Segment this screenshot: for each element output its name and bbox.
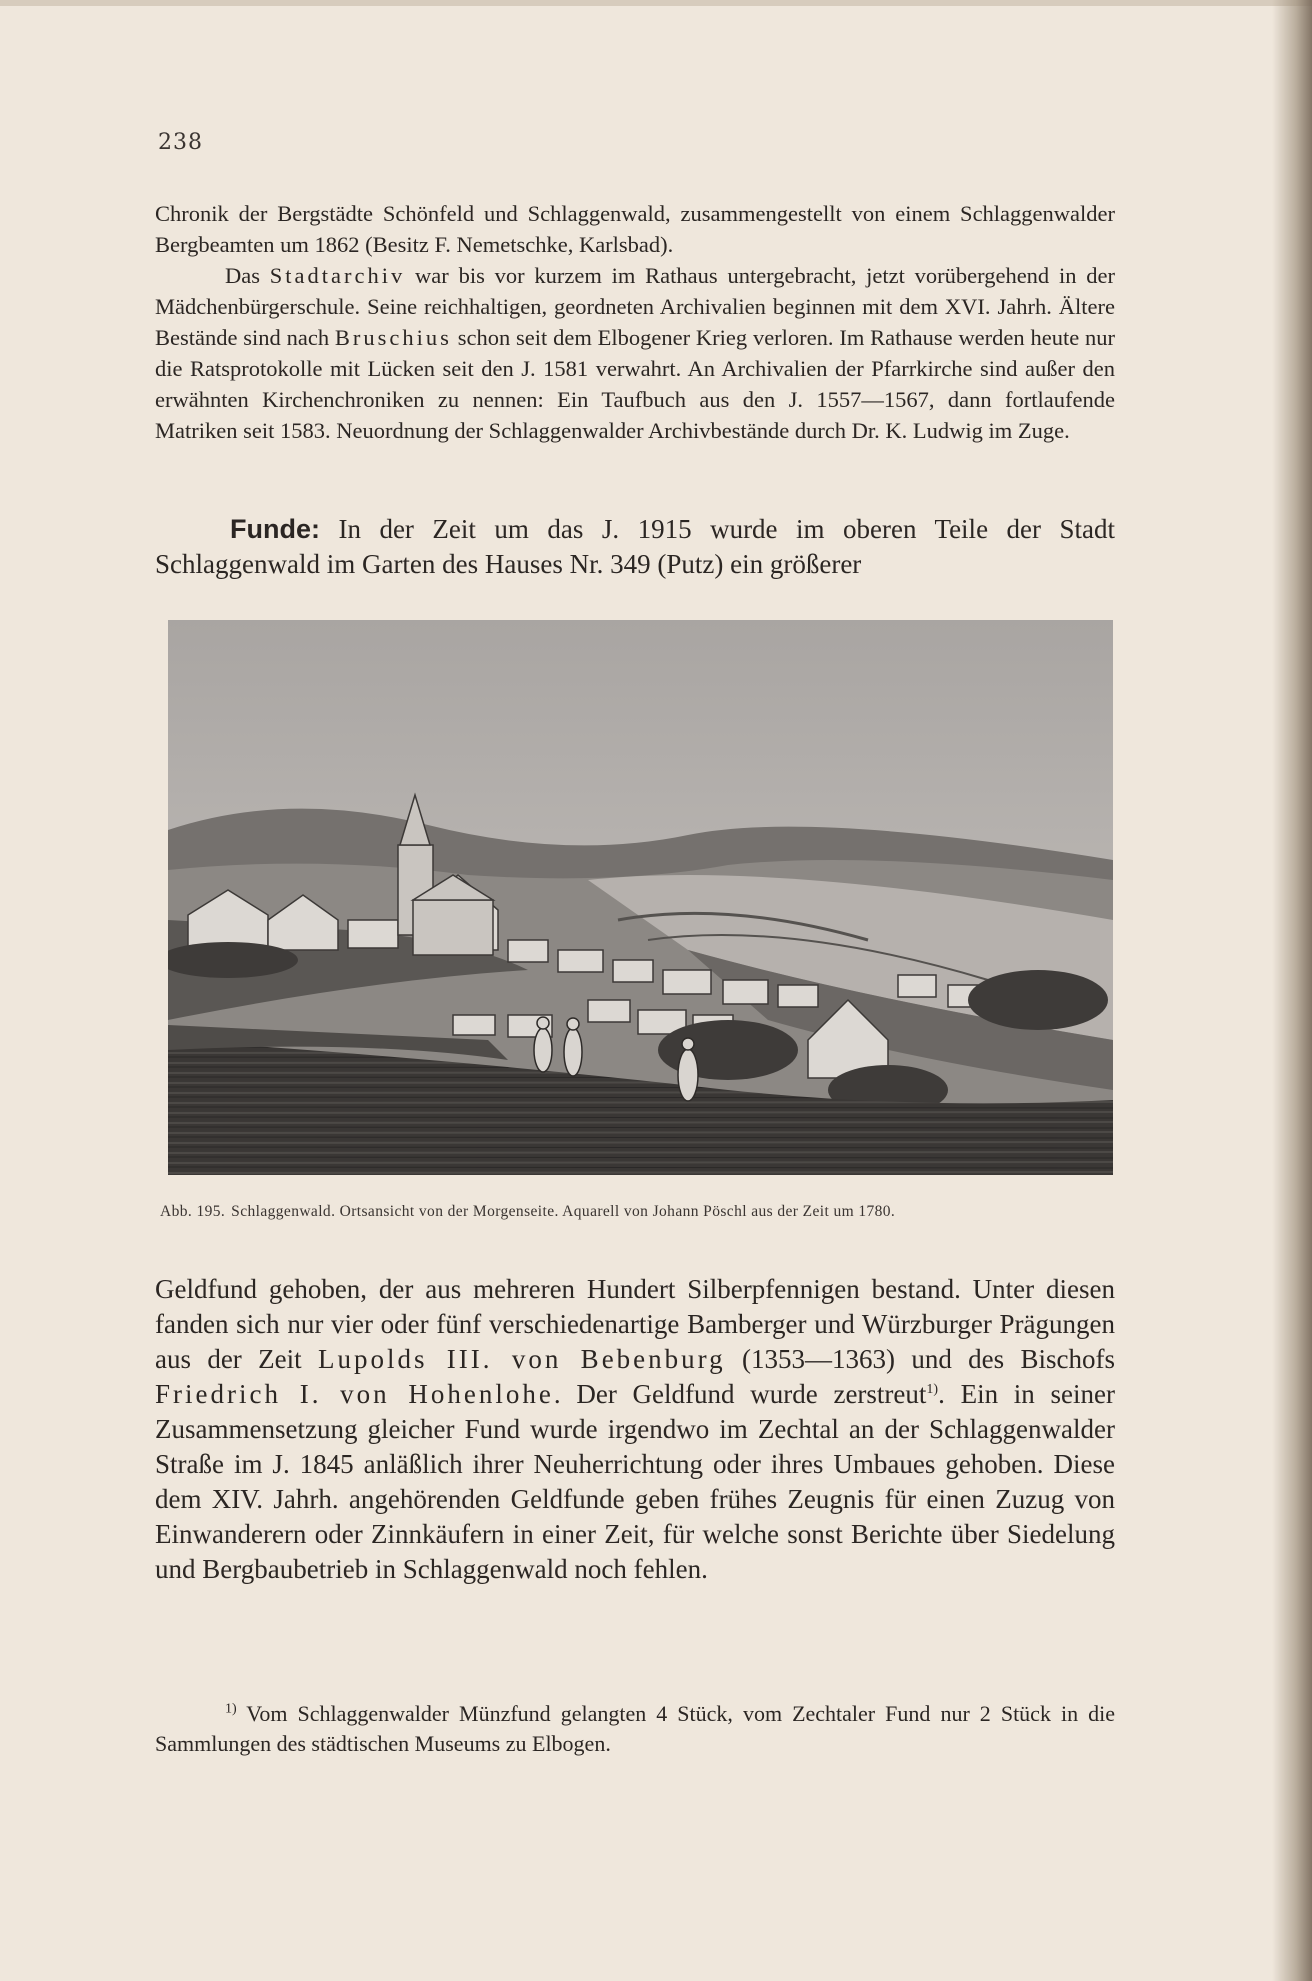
footnote-text: Vom Schlaggenwalder Münzfund gelangten 4 Stück, vom Zechtaler Fund nur 2 Stück in die Sammlungen des städtischen Museums zu Elbogen.: [155, 1701, 1115, 1756]
text-run: war bis vor kurzem im Rathaus untergebracht, jetzt vorübergehend in der Mädchenbürgerschule. Seine reichhaltigen, geordneten Archivalien beginnen mit dem XVI. Jahrh. Ältere Bestände sind nach: [155, 263, 1115, 350]
archive-section: [155, 198, 1115, 446]
funde-paragraph: [155, 512, 1115, 582]
continuation-paragraph: [155, 1272, 1115, 1587]
footnote-reference[interactable]: 1): [926, 1382, 939, 1397]
page-number: 238: [158, 130, 203, 155]
spaced-name-friedrich: Friedrich I. von Hohenlohe: [155, 1379, 554, 1409]
caption-figure-number: Abb. 195.: [160, 1203, 226, 1220]
funde-heading: Funde:: [230, 514, 320, 544]
footnote: [155, 1699, 1115, 1759]
funde-section: [155, 512, 1115, 582]
funde-text: In der Zeit um das J. 1915 wurde im oberen Teile der Stadt Schlaggenwald im Garten des Hauses Nr. 349 (Putz) ein größerer: [155, 514, 1115, 579]
caption-title: Schlaggenwald. Ortsansicht von der Morgenseite. Aquarell von Johann Pöschl aus der Zeit um 1780.: [231, 1203, 896, 1220]
footnote-paragraph: [155, 1699, 1115, 1759]
figure-caption: [160, 1203, 1120, 1221]
spaced-term-bruschius: Bruschius: [334, 325, 452, 350]
text-run: Geldfund gehoben, der aus mehreren Hundert Silberpfennigen bestand. Unter diesen fanden sich nur vier oder fünf verschiedenartige Bamberger und Würzburger Prägungen aus der Zeit: [155, 1274, 1115, 1374]
chronicle-paragraph: Chronik der Bergstädte Schönfeld und Schlaggenwald, zusammengestellt von einem Schlaggenwalder Bergbeamten um 1862 (Besitz F. Nemetschke, Karlsbad).: [155, 201, 1115, 257]
text-run: (1353—1363) und des Bischofs: [725, 1344, 1115, 1374]
text-run: schon seit dem Elbogener Krieg verloren. Im Rathause werden heute nur die Ratsprotokolle mit Lücken seit den J. 1581 verwahrt. An Archivalien der Pfarrkirche sind außer den erwähnten Kirchenchroniken zu nennen: Ein Taufbuch aus den J. 1557—1567, dann fortlaufende Matriken seit 1583. Neuordnung der Schlaggenwalder Archivbestände durch Dr. K. Ludwig im Zuge.: [155, 325, 1115, 443]
page-top-edge: [0, 0, 1312, 6]
spaced-name-lupold: Lupolds III. von Bebenburg: [317, 1344, 726, 1374]
watercolor-illustration: [168, 620, 1113, 1175]
continuation-section: [155, 1272, 1115, 1587]
spaced-term-stadtarchiv: Stadtarchiv: [269, 263, 406, 288]
text-run: Das: [225, 263, 270, 288]
page-binding-shadow: [1272, 0, 1312, 1981]
footnote-marker: 1): [225, 1701, 237, 1717]
text-run: . Der Geldfund wurde zerstreut: [553, 1379, 927, 1409]
stadtarchiv-paragraph: [155, 260, 1115, 446]
text-run: . Ein in seiner Zusammensetzung gleicher Fund wurde irgendwo im Zechtal an der Schlaggenwalder Straße im J. 1845 anläßlich ihrer Neuherrichtung oder ihres Umbaues gehoben. Diese dem XIV. Jahrh. angehörenden Geldfunde geben frühes Zeugnis für einen Zuzug von Einwanderern oder Zinnkäufern in einer Zeit, für welche sonst Berichte über Siedelung und Bergbaubetrieb in Schlaggenwald noch fehlen.: [155, 1379, 1115, 1584]
